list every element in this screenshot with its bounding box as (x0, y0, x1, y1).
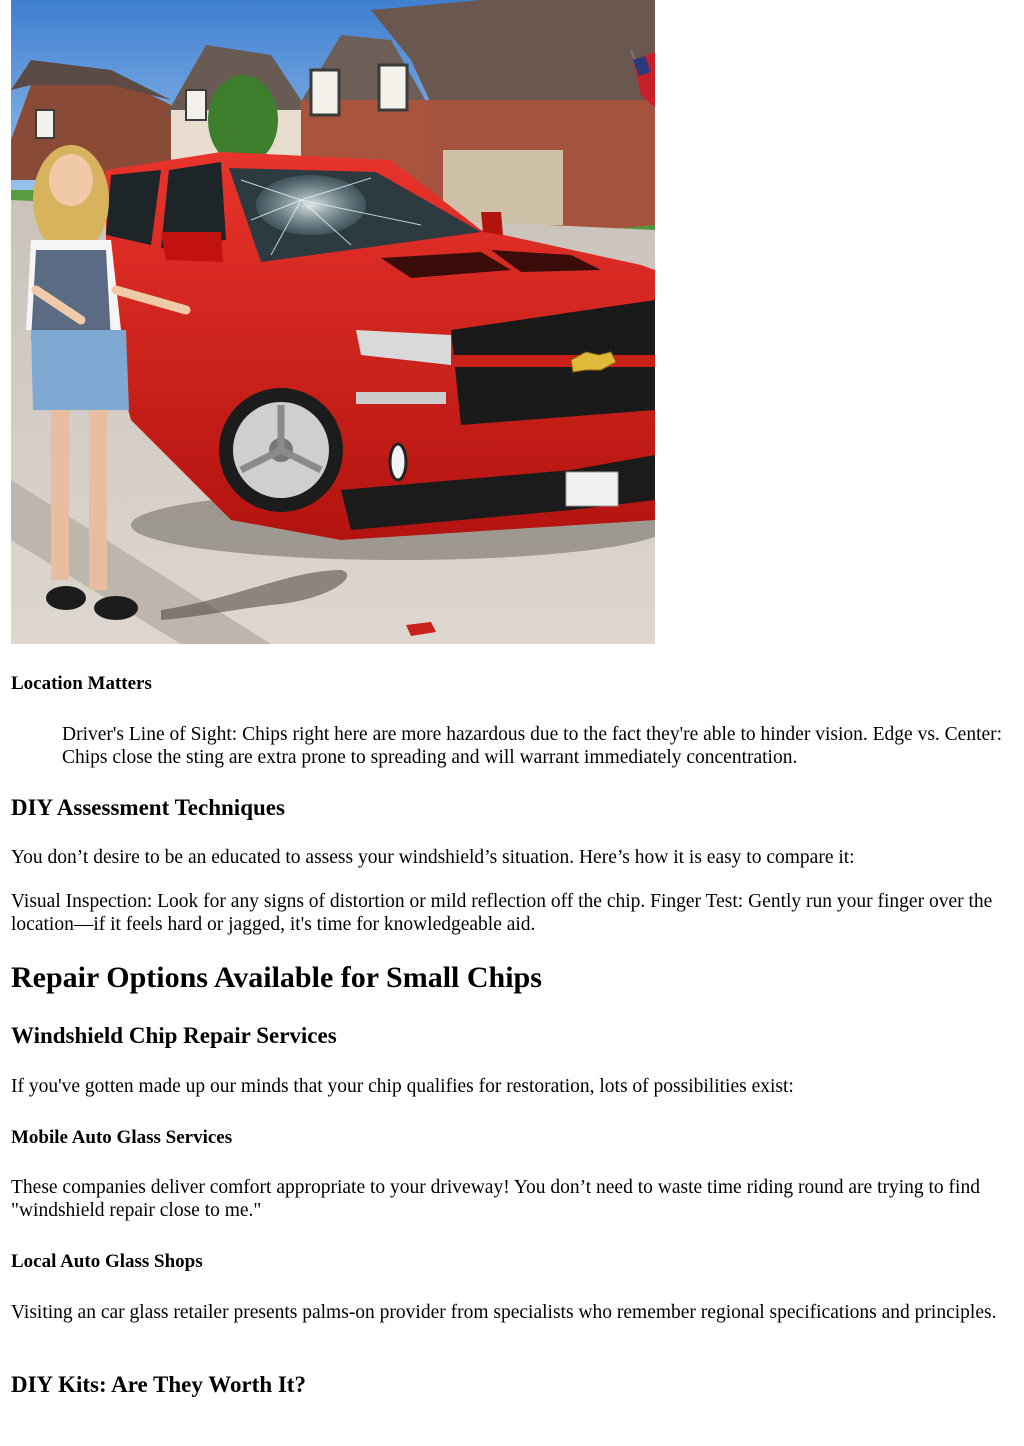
location-quote: Driver's Line of Sight: Chips right here are more hazardous due to the fact they're able to hinder vision. Edge vs. Center: Chips close the sting are extra prone to spreading and will warrant immediately concentration. (62, 724, 1003, 768)
repair-heading: Repair Options Available for Small Chips (11, 961, 542, 994)
mobile-heading: Mobile Auto Glass Services (11, 1127, 233, 1148)
location-heading: Location Matters (11, 673, 152, 694)
diy-detail: Visual Inspection: Look for any signs of distortion or mild reflection off the chip. Finger Test: Gently run your finger over the location—if it feels hard or jagged, it's time for knowledgeable aid. (11, 891, 993, 935)
hero-image (11, 0, 655, 644)
services-intro: If you've gotten made up our minds that your chip qualifies for restoration, lots of possibilities exist: (11, 1076, 794, 1097)
mobile-text: These companies deliver comfort appropriate to your driveway! You don’t need to waste time riding round are trying to find "windshield repair close to me." (11, 1177, 980, 1221)
diy-intro: You don’t desire to be an educated to assess your windshield’s situation. Here’s how it is easy to compare it: (11, 847, 855, 868)
local-heading: Local Auto Glass Shops (11, 1251, 203, 1272)
services-heading: Windshield Chip Repair Services (11, 1023, 337, 1048)
local-text: Visiting an car glass retailer presents palms-on provider from specialists who remember regional specifications and principles. (11, 1302, 997, 1323)
kits-heading: DIY Kits: Are They Worth It? (11, 1372, 306, 1397)
tree (208, 75, 278, 165)
diy-heading: DIY Assessment Techniques (11, 795, 285, 820)
